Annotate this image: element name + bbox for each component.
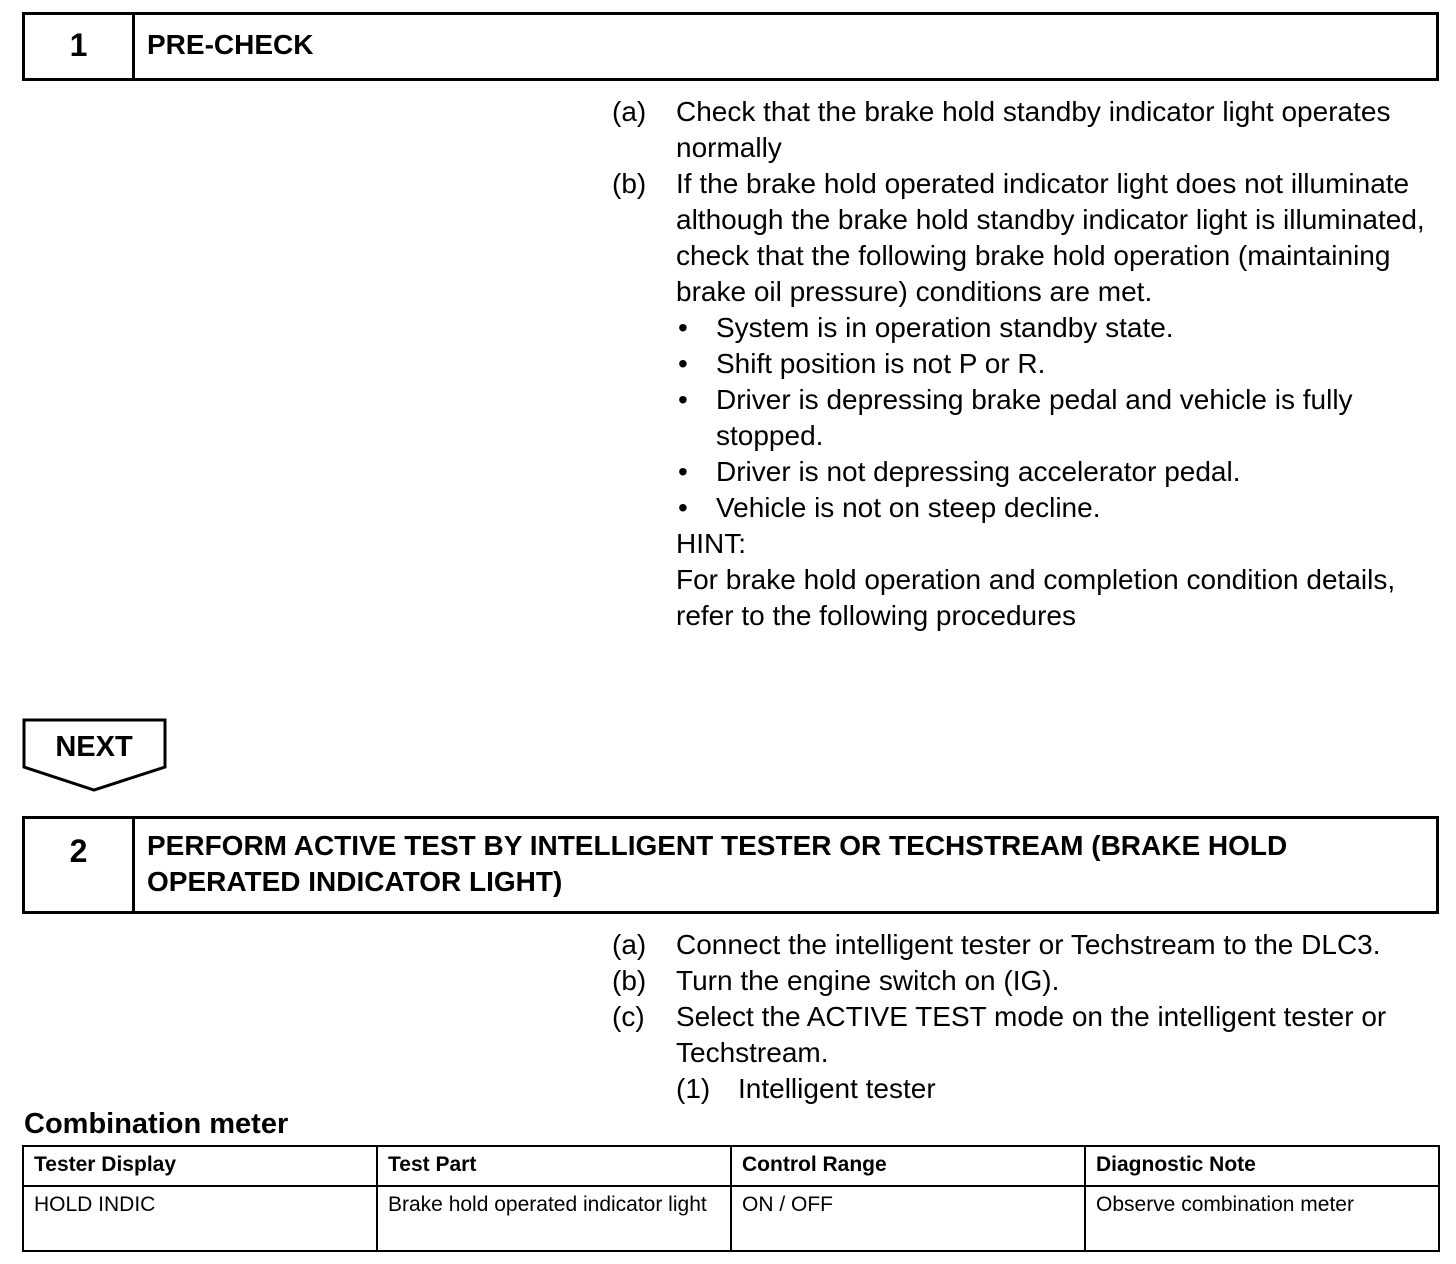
instruction-item xyxy=(612,999,1452,1071)
step-1-instructions xyxy=(612,94,1442,634)
sub-item-text: Intelligent tester xyxy=(738,1073,936,1104)
item-label: (b) xyxy=(612,168,647,199)
step-2-header xyxy=(22,816,1439,914)
item-label: (c) xyxy=(612,1001,645,1032)
bullet-icon: • xyxy=(678,348,688,379)
step-title xyxy=(135,819,1436,911)
bullet-icon: • xyxy=(678,456,688,487)
step-2-instructions xyxy=(612,927,1452,1107)
item-text: Check that the brake hold standby indicator light operates normally xyxy=(676,96,1391,163)
condition-item xyxy=(676,454,1442,490)
bullet-icon: • xyxy=(678,384,688,415)
item-label: (a) xyxy=(612,929,647,960)
next-label: NEXT xyxy=(55,731,133,763)
step-1-header xyxy=(22,12,1439,81)
table-cell: Observe combination meter xyxy=(1085,1186,1439,1251)
condition-item xyxy=(676,382,1442,454)
step-number: 2 xyxy=(25,819,135,911)
instruction-item xyxy=(612,94,1442,166)
step-number: 1 xyxy=(25,15,135,78)
table-row xyxy=(23,1186,1439,1251)
bullet-icon: • xyxy=(678,312,688,343)
next-button[interactable] xyxy=(22,718,168,794)
column-header: Diagnostic Note xyxy=(1085,1146,1439,1186)
hint-text: For brake hold operation and completion condition details, refer to the following procedures xyxy=(676,564,1396,631)
step-title-line: PERFORM ACTIVE TEST BY INTELLIGENT TESTER OR TECHSTREAM (BRAKE HOLD xyxy=(147,830,1288,861)
hint-label: HINT: xyxy=(676,528,746,559)
item-text: Connect the intelligent tester or Techstream to the DLC3. xyxy=(676,929,1381,960)
condition-item xyxy=(676,310,1442,346)
condition-text: Vehicle is not on steep decline. xyxy=(716,492,1101,523)
item-label: (b) xyxy=(612,965,647,996)
step-title: PRE-CHECK xyxy=(147,29,314,60)
step-title-line: OPERATED INDICATOR LIGHT) xyxy=(147,866,563,897)
column-header: Tester Display xyxy=(23,1146,377,1186)
item-text: If the brake hold operated indicator light does not illuminate although the brake hold standby indicator light is illuminated, check that the following brake hold operation (maintaining brake oil pressure) conditions are met. xyxy=(676,168,1425,307)
active-test-table xyxy=(22,1145,1440,1252)
table-title: Combination meter xyxy=(24,1108,289,1140)
column-header: Control Range xyxy=(731,1146,1085,1186)
condition-list xyxy=(612,310,1442,634)
instruction-item xyxy=(612,166,1442,310)
table-header-row xyxy=(23,1146,1439,1186)
instruction-item xyxy=(612,963,1452,999)
condition-text: Driver is depressing brake pedal and vehicle is fully stopped. xyxy=(716,384,1353,451)
table-cell: ON / OFF xyxy=(731,1186,1085,1251)
item-text: Select the ACTIVE TEST mode on the intelligent tester or Techstream. xyxy=(676,1001,1387,1068)
table-cell: HOLD INDIC xyxy=(23,1186,377,1251)
table-cell: Brake hold operated indicator light xyxy=(377,1186,731,1251)
item-label: (a) xyxy=(612,96,647,127)
column-header: Test Part xyxy=(377,1146,731,1186)
bullet-icon: • xyxy=(678,492,688,523)
condition-item xyxy=(676,490,1442,526)
sub-item-label: (1) xyxy=(676,1073,711,1104)
sub-item xyxy=(612,1071,1452,1107)
condition-text: Driver is not depressing accelerator pedal. xyxy=(716,456,1241,487)
condition-text: Shift position is not P or R. xyxy=(716,348,1046,379)
instruction-item xyxy=(612,927,1452,963)
condition-text: System is in operation standby state. xyxy=(716,312,1174,343)
condition-item xyxy=(676,346,1442,382)
item-text: Turn the engine switch on (IG). xyxy=(676,965,1060,996)
